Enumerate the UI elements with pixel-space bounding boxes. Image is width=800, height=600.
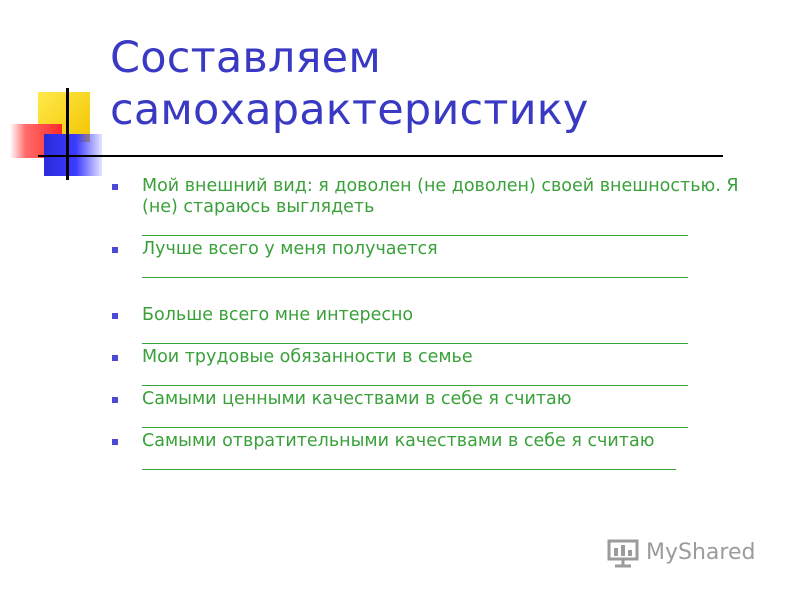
list-item-text: Мой внешний вид: я доволен (не доволен) своей внешностью. Я [142,176,739,196]
bullet-icon [112,184,118,190]
title-underline [38,155,723,157]
list-item [112,239,752,281]
bullet-icon [112,355,118,361]
bullet-icon [112,247,118,253]
answer-blank-line [142,218,752,239]
list-item [112,389,752,431]
slide-title-line-1: Составляем [110,33,381,83]
answer-blank-line [142,260,752,281]
slide-title [110,32,750,136]
bullet-icon [112,439,118,445]
list-item-text: Больше всего мне интересно [142,305,414,325]
list-item-text: Лучше всего у меня получается [142,239,438,259]
bullet-list [112,176,752,473]
answer-blank-line [142,452,752,473]
list-item-text-continued: (не) стараюсь выглядеть [142,197,375,217]
list-item [112,431,752,473]
bullet-icon [112,397,118,403]
list-item-text: Самыми отвратительными качествами в себе я считаю [142,431,655,451]
answer-blank-line [142,368,752,389]
list-item [112,347,752,389]
answer-blank-line [142,326,752,347]
list-item [112,305,752,347]
answer-blank-line [142,410,752,431]
slide-title-line-2: самохарактеристику [110,85,589,135]
presentation-board-icon [606,535,640,569]
myshared-watermark [606,532,755,572]
bullet-icon [112,313,118,319]
decor-vertical-line [66,88,69,180]
list-item-text: Мои трудовые обязанности в семье [142,347,473,367]
list-item [112,176,752,239]
list-item-text: Самыми ценными качествами в себе я считаю [142,389,572,409]
watermark-text: MyShared [646,539,756,565]
